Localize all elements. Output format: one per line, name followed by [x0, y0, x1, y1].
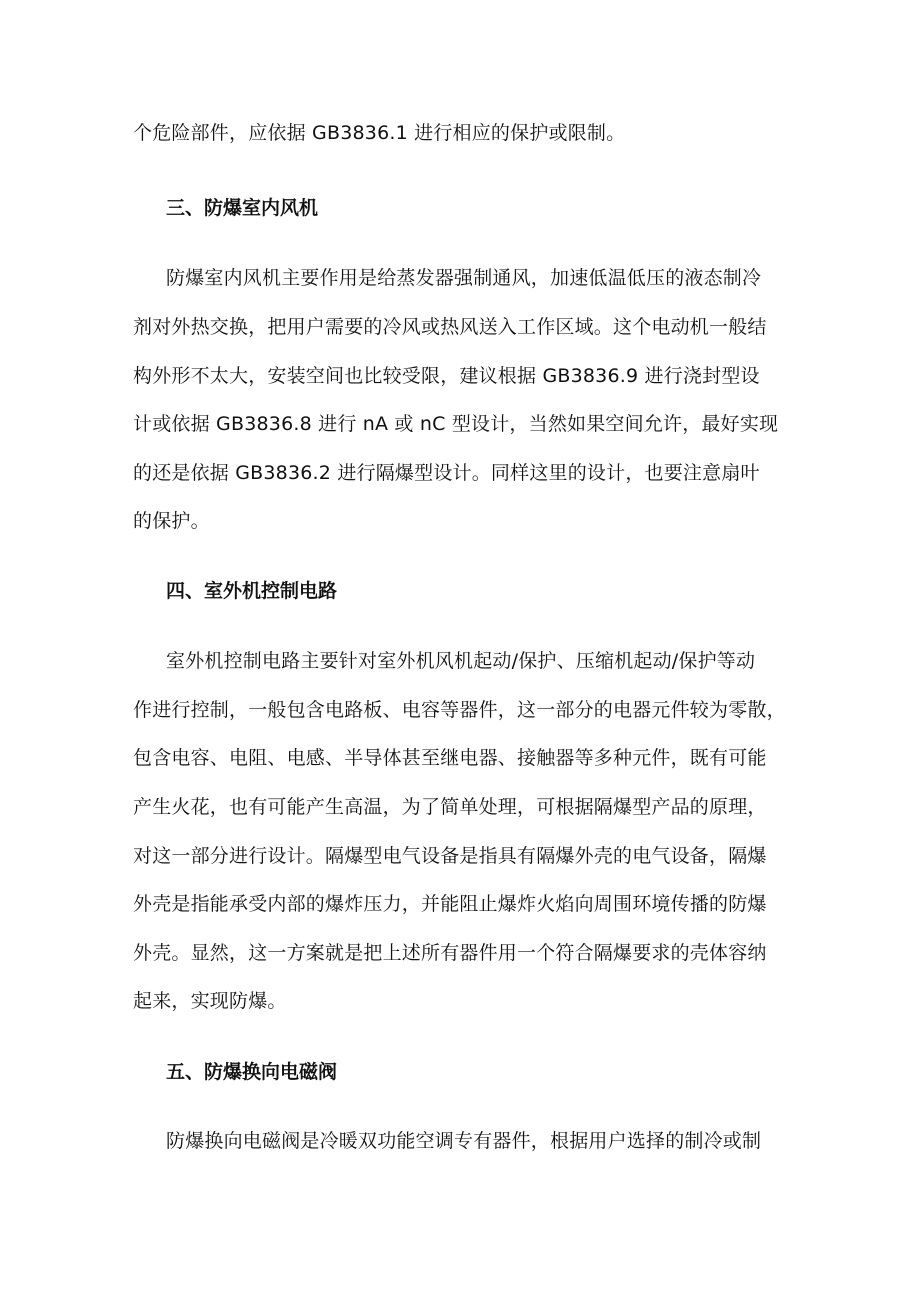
paragraph-line: 外壳是指能承受内部的爆炸压力，并能阻止爆炸火焰向周围环境传播的防爆	[133, 893, 767, 915]
section-heading: 三、防爆室内风机	[166, 197, 319, 219]
paragraph-line: 的保护。	[133, 510, 210, 532]
paragraph-line: 起来，实现防爆。	[133, 990, 287, 1012]
paragraph-line: 个危险部件，应依据 GB3836.1 进行相应的保护或限制。	[133, 122, 626, 144]
paragraph-line: 的还是依据 GB3836.2 进行隔爆型设计。同样这里的设计，也要注意扇叶	[133, 462, 760, 484]
paragraph-line: 对这一部分进行设计。隔爆型电气设备是指具有隔爆外壳的电气设备，隔爆	[133, 845, 767, 867]
paragraph-line: 防爆换向电磁阀是冷暖双功能空调专有器件，根据用户选择的制冷或制	[166, 1130, 762, 1152]
paragraph-line: 产生火花，也有可能产生高温，为了简单处理，可根据隔爆型产品的原理，	[133, 796, 767, 818]
paragraph-line: 室外机控制电路主要针对室外机风机起动/保护、压缩机起动/保护等动	[166, 650, 756, 672]
section-heading: 五、防爆换向电磁阀	[166, 1061, 338, 1083]
paragraph-line: 构外形不太大，安装空间也比较受限，建议根据 GB3836.9 进行浇封型设	[133, 365, 760, 387]
section-heading: 四、室外机控制电路	[166, 580, 338, 602]
paragraph-line: 防爆室内风机主要作用是给蒸发器强制通风，加速低温低压的液态制冷	[166, 267, 762, 289]
paragraph-line: 包含电容、电阻、电感、半导体甚至继电器、接触器等多种元件，既有可能	[133, 747, 767, 769]
paragraph-line: 外壳。显然，这一方案就是把上述所有器件用一个符合隔爆要求的壳体容纳	[133, 942, 767, 964]
paragraph-line: 计或依据 GB3836.8 进行 nA 或 nC 型设计，当然如果空间允许，最好实现	[133, 413, 779, 435]
paragraph-line: 剂对外热交换，把用户需要的冷风或热风送入工作区域。这个电动机一般结	[133, 316, 767, 338]
paragraph-line: 作进行控制，一般包含电路板、电容等器件，这一部分的电器元件较为零散，	[133, 699, 786, 721]
